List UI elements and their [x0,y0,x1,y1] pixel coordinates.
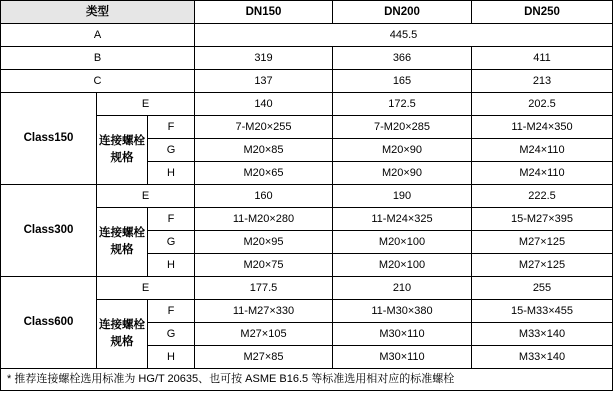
class-label-class600: Class600 [1,277,97,369]
row-label-h: H [148,346,195,369]
cell: M20×100 [333,231,472,254]
cell: M20×90 [333,139,472,162]
cell-b-dn200: 366 [333,47,472,70]
row-label-f: F [148,208,195,231]
row-label-h: H [148,162,195,185]
footnote: * 推荐连接螺栓选用标准为 HG/T 20635、也可按 ASME B16.5 等标准选用相对应的标准螺栓 [1,369,613,391]
row-label-h: H [148,254,195,277]
column-header-dn200: DN200 [333,1,472,24]
cell: 15-M33×455 [472,300,613,323]
table-row-a [1,24,613,47]
table-row-b [1,47,613,70]
class-label-class150: Class150 [1,93,97,185]
table-header-row [1,1,613,24]
table-row-c [1,70,613,93]
cell: M27×85 [195,346,333,369]
table-row-class300-e [1,185,613,208]
column-header-dn250: DN250 [472,1,613,24]
table-row-class150-e [1,93,613,116]
cell: 172.5 [333,93,472,116]
cell: M20×75 [195,254,333,277]
cell: M27×125 [472,254,613,277]
row-label-e: E [97,93,195,116]
type-header: 类型 [1,1,195,24]
column-header-dn150: DN150 [195,1,333,24]
cell-c-dn250: 213 [472,70,613,93]
cell: M24×110 [472,162,613,185]
cell: M33×140 [472,346,613,369]
row-label-c: C [1,70,195,93]
table-row-class600-e [1,277,613,300]
cell: M20×65 [195,162,333,185]
cell: 11-M30×380 [333,300,472,323]
row-label-g: G [148,231,195,254]
cell: M20×85 [195,139,333,162]
class-label-class300: Class300 [1,185,97,277]
cell: M27×105 [195,323,333,346]
cell: M30×110 [333,346,472,369]
cell: 11-M20×280 [195,208,333,231]
row-label-g: G [148,139,195,162]
bolt-spec-label: 连接螺栓规格 [97,116,148,185]
cell-a-all: 445.5 [195,24,613,47]
cell: 11-M27×330 [195,300,333,323]
row-label-f: F [148,300,195,323]
cell-c-dn200: 165 [333,70,472,93]
cell: M20×100 [333,254,472,277]
cell-c-dn150: 137 [195,70,333,93]
cell: 255 [472,277,613,300]
cell: M30×110 [333,323,472,346]
bolt-spec-label: 连接螺栓规格 [97,208,148,277]
cell: 177.5 [195,277,333,300]
cell-b-dn150: 319 [195,47,333,70]
cell: 202.5 [472,93,613,116]
cell-b-dn250: 411 [472,47,613,70]
cell: 7-M20×285 [333,116,472,139]
cell: 11-M24×325 [333,208,472,231]
row-label-f: F [148,116,195,139]
cell: 7-M20×255 [195,116,333,139]
footnote-row [1,369,613,391]
cell: M20×90 [333,162,472,185]
cell: 222.5 [472,185,613,208]
cell: 140 [195,93,333,116]
cell: M24×110 [472,139,613,162]
cell: M20×95 [195,231,333,254]
cell: M33×140 [472,323,613,346]
row-label-e: E [97,277,195,300]
cell: 15-M27×395 [472,208,613,231]
cell: 210 [333,277,472,300]
row-label-e: E [97,185,195,208]
bolt-spec-label: 连接螺栓规格 [97,300,148,369]
cell: 190 [333,185,472,208]
cell: M27×125 [472,231,613,254]
row-label-g: G [148,323,195,346]
cell: 160 [195,185,333,208]
row-label-a: A [1,24,195,47]
cell: 11-M24×350 [472,116,613,139]
row-label-b: B [1,47,195,70]
